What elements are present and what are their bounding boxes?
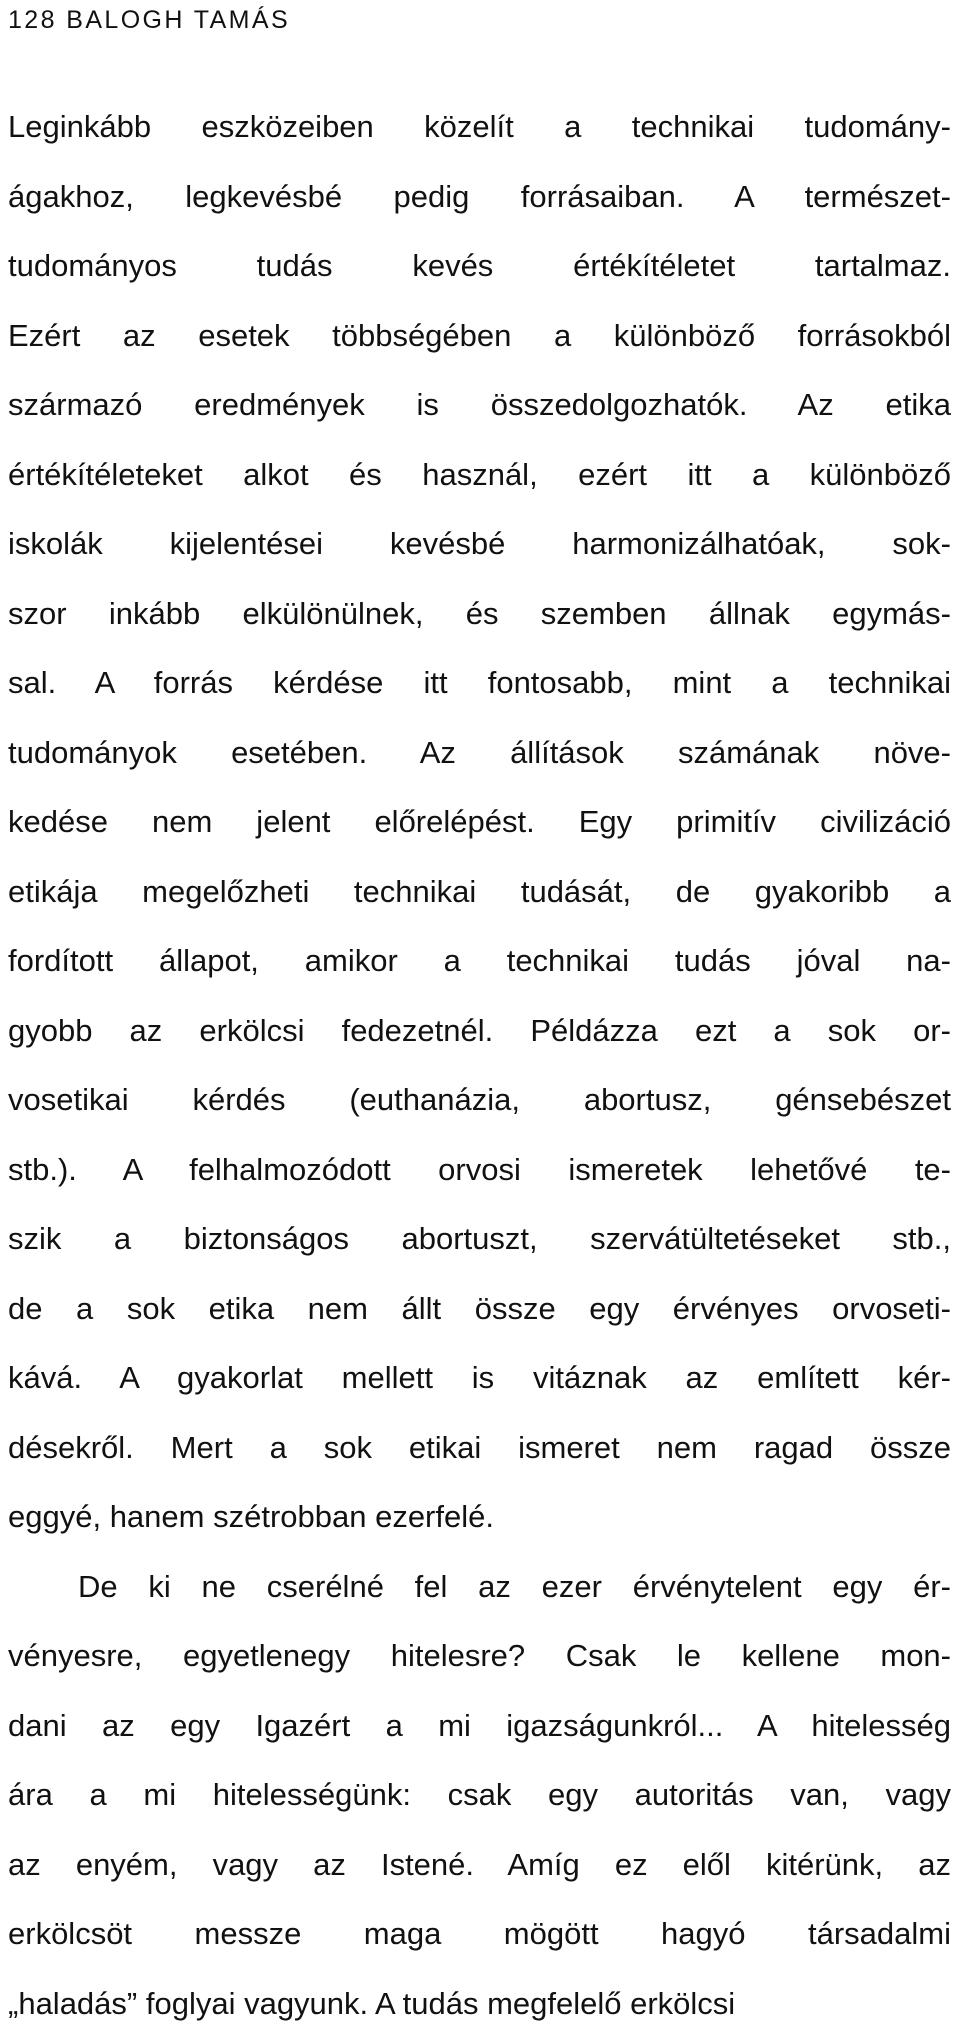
text-line: vosetikai kérdés (euthanázia, abortusz, génsebészet: [8, 1065, 951, 1135]
text-line: iskolák kijelentései kevésbé harmonizálhatóak, sok-: [8, 509, 951, 579]
text-line: erkölcsöt messze maga mögött hagyó társadalmi: [8, 1899, 951, 1969]
text-line: tudományok esetében. Az állítások számának növe-: [8, 718, 951, 788]
text-line: szor inkább elkülönülnek, és szemben állnak egymás-: [8, 579, 951, 649]
text-line: De ki ne cserélné fel az ezer érvénytelent egy ér-: [8, 1552, 951, 1622]
text-line: ára a mi hitelességünk: csak egy autoritás van, vagy: [8, 1760, 951, 1830]
text-line: származó eredmények is összedolgozhatók. Az etika: [8, 370, 951, 440]
text-line: gyobb az erkölcsi fedezetnél. Példázza ezt a sok or-: [8, 996, 951, 1066]
text-line: Ezért az esetek többségében a különböző forrásokból: [8, 301, 951, 371]
text-line: désekről. Mert a sok etikai ismeret nem ragad össze: [8, 1413, 951, 1483]
body-text: [8, 92, 951, 2038]
text-line: de a sok etika nem állt össze egy érvényes orvoseti-: [8, 1274, 951, 1344]
text-line: értékítéleteket alkot és használ, ezért itt a különböző: [8, 440, 951, 510]
text-line: vényesre, egyetlenegy hitelesre? Csak le kellene mon-: [8, 1621, 951, 1691]
text-line: eggyé, hanem szétrobban ezerfelé.: [8, 1482, 951, 1552]
text-line: Leginkább eszközeiben közelít a technikai tudomány-: [8, 92, 951, 162]
text-line: etikája megelőzheti technikai tudását, de gyakoribb a: [8, 857, 951, 927]
text-line: kedése nem jelent előrelépést. Egy primitív civilizáció: [8, 787, 951, 857]
text-line: stb.). A felhalmozódott orvosi ismeretek lehetővé te-: [8, 1135, 951, 1205]
running-head: 128 BALOGH TAMÁS: [8, 2, 290, 38]
text-line: az enyém, vagy az Istené. Amíg ez elől kitérünk, az: [8, 1830, 951, 1900]
text-line: kává. A gyakorlat mellett is vitáznak az említett kér-: [8, 1343, 951, 1413]
text-line: „haladás” foglyai vagyunk. A tudás megfelelő erkölcsi: [8, 1969, 951, 2038]
text-line: sal. A forrás kérdése itt fontosabb, mint a technikai: [8, 648, 951, 718]
text-line: szik a biztonságos abortuszt, szervátültetéseket stb.,: [8, 1204, 951, 1274]
text-line: tudományos tudás kevés értékítéletet tartalmaz.: [8, 231, 951, 301]
text-line: fordított állapot, amikor a technikai tudás jóval na-: [8, 926, 951, 996]
text-line: dani az egy Igazért a mi igazságunkról... A hitelesség: [8, 1691, 951, 1761]
text-line: ágakhoz, legkevésbé pedig forrásaiban. A természet-: [8, 162, 951, 232]
